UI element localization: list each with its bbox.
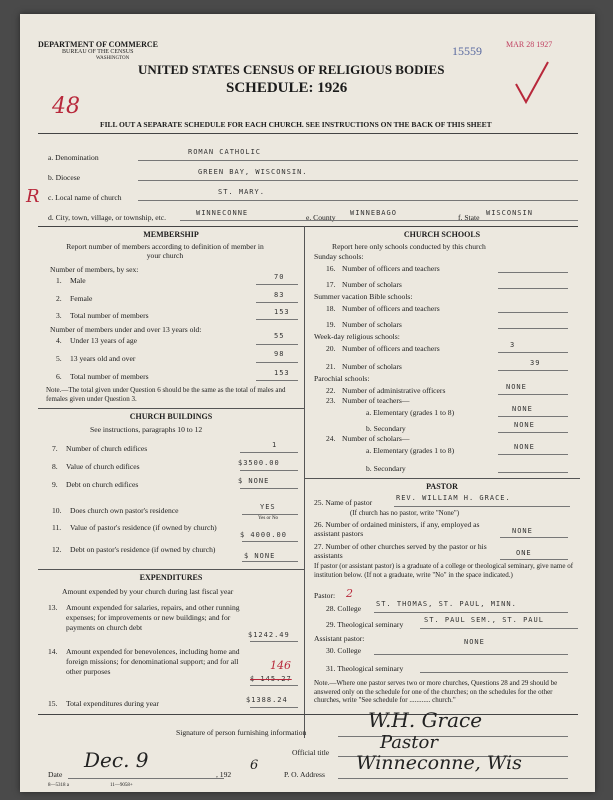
official-title-label: Official title: [292, 748, 330, 757]
q8-value: $3500.00: [238, 459, 280, 467]
pastor-sub-label: Pastor:: [314, 591, 336, 600]
q1-number: 1.: [56, 276, 62, 285]
pastor-mark: 2: [346, 587, 353, 600]
college-value: ST. THOMAS, ST. PAUL, MINN.: [376, 600, 517, 608]
city-label: WASHINGTON: [96, 56, 130, 61]
q24b-label: b. Secondary: [366, 464, 406, 473]
q6-label: Total number of members: [70, 372, 149, 381]
schools-intro: Report here only schools conducted by this church: [332, 242, 486, 251]
q3-label: Total number of members: [70, 311, 149, 320]
q1-label: Male: [70, 276, 86, 285]
form-title: UNITED STATES CENSUS OF RELIGIOUS BODIES: [138, 62, 445, 77]
q24-number: 24.: [326, 434, 336, 443]
q24a-value: NONE: [514, 443, 535, 451]
q23a-value: NONE: [512, 405, 533, 413]
q23-number: 23.: [326, 396, 336, 405]
census-schedule-page: [20, 14, 595, 792]
q23-label: Number of teachers—: [342, 396, 410, 405]
buildings-sub: See instructions, paragraphs 10 to 12: [90, 425, 203, 434]
form-code-2: 11—9058+: [110, 783, 133, 788]
buildings-heading: CHURCH BUILDINGS: [129, 412, 213, 421]
received-date-stamp: MAR 28 1927: [506, 40, 553, 49]
bureau-label: BUREAU OF THE CENSUS: [62, 49, 134, 55]
expenditures-heading: EXPENDITURES: [139, 573, 203, 582]
q14-number: 14.: [48, 647, 58, 656]
q3-number: 3.: [56, 311, 62, 320]
q15-value: $1388.24: [246, 696, 288, 704]
q24a-label: a. Elementary (grades 1 to 8): [366, 446, 455, 455]
members-by-sex-label: Number of members, by sex:: [50, 265, 139, 274]
margin-mark: R: [26, 186, 40, 207]
q19-number: 19.: [326, 320, 336, 329]
department-label: DEPARTMENT OF COMMERCE: [38, 40, 159, 49]
county-label: e. County: [306, 213, 336, 222]
q25-label: 25. Name of pastor: [314, 498, 373, 507]
diocese-value: GREEN BAY, WISCONSIN.: [198, 168, 308, 176]
schools-heading: CHURCH SCHOOLS: [403, 230, 481, 239]
members-by-age-label: Number of members under and over 13 years old:: [50, 325, 202, 334]
q10-label: Does church own pastor's residence: [70, 506, 179, 515]
official-title-value: Pastor: [380, 732, 438, 753]
q6-number: 6.: [56, 372, 62, 381]
q27-label: 27. Number of other churches served by the pastor or his assistants: [314, 542, 487, 560]
q23b-value: NONE: [514, 421, 535, 429]
year-value: 6: [250, 758, 259, 773]
q30-label: 30. College: [326, 646, 362, 655]
signature: W.H. Grace: [368, 708, 483, 732]
q17-label: Number of scholars: [342, 280, 402, 289]
q11-number: 11.: [52, 523, 62, 532]
expenditures-sub: Amount expended by your church during last fiscal year: [62, 587, 234, 596]
instruction-line: FILL OUT A SEPARATE SCHEDULE FOR EACH CHURCH. SEE INSTRUCTIONS ON THE BACK OF THIS SHEET: [100, 120, 492, 129]
q8-label: Value of church edifices: [66, 462, 140, 471]
q22-value: NONE: [506, 383, 527, 391]
state-value: WISCONSIN: [486, 209, 533, 217]
q4-label: Under 13 years of age: [70, 336, 138, 345]
weekday-schools-label: Week-day religious schools:: [314, 332, 400, 341]
pastor-heading: PASTOR: [426, 482, 458, 491]
red-check-mark: [512, 58, 552, 108]
denomination-label: a. Denomination: [48, 153, 99, 162]
po-address-value: Winneconne, Wis: [356, 752, 522, 774]
assistant-college-value: NONE: [464, 638, 485, 646]
sunday-schools-label: Sunday schools:: [314, 252, 364, 261]
q13-value: $1242.49: [248, 631, 290, 639]
po-address-label: P. O. Address: [284, 770, 325, 779]
q18-number: 18.: [326, 304, 336, 313]
q18-label: Number of officers and teachers: [342, 304, 440, 313]
q7-value: 1: [272, 441, 278, 449]
denomination-value: ROMAN CATHOLIC: [188, 148, 262, 156]
date-label: Date: [48, 770, 63, 779]
county-value: WINNEBAGO: [350, 209, 397, 217]
signature-label: Signature of person furnishing information: [176, 728, 307, 737]
q17-number: 17.: [326, 280, 336, 289]
assistant-pastor-label: Assistant pastor:: [314, 634, 365, 643]
q14-correction: 146: [270, 659, 291, 672]
yes-no-hint: Yes or No: [258, 516, 279, 521]
q21-label: Number of scholars: [342, 362, 402, 371]
city-value: WINNECONNE: [196, 209, 249, 217]
pastor-note: Note.—Where one pastor serves two or more churches, Questions 28 and 29 should be answered only on the schedule for one of the churches; on the schedules for the other churches, write "See schedule for ............ church.": [314, 679, 558, 704]
q9-value: $ NONE: [238, 477, 270, 485]
q21-value: 39: [530, 359, 541, 367]
summer-schools-label: Summer vacation Bible schools:: [314, 292, 413, 301]
date-value: Dec. 9: [84, 748, 149, 772]
q23a-label: a. Elementary (grades 1 to 8): [366, 408, 455, 417]
pastor-name: REV. WILLIAM H. GRACE.: [396, 494, 511, 502]
q4-number: 4.: [56, 336, 62, 345]
q1-value: 70: [274, 273, 285, 281]
stamp-number: 15559: [452, 44, 482, 58]
q2-label: Female: [70, 294, 93, 303]
q5-number: 5.: [56, 354, 62, 363]
q19-label: Number of scholars: [342, 320, 402, 329]
q11-value: $ 4000.00: [240, 531, 287, 539]
q22-label: Number of administrative officers: [342, 386, 446, 395]
q25-note: (If church has no pastor, write "None"): [350, 509, 460, 517]
q20-number: 20.: [326, 344, 336, 353]
q28-label: 28. College: [326, 604, 362, 613]
q10-value: YES: [260, 503, 276, 511]
q16-number: 16.: [326, 264, 336, 273]
q21-number: 21.: [326, 362, 336, 371]
membership-heading: MEMBERSHIP: [143, 230, 199, 239]
assistant-pastors-value: NONE: [512, 527, 533, 535]
seminary-value: ST. PAUL SEM., ST. PAUL: [424, 616, 544, 624]
local-name-value: ST. MARY.: [218, 188, 265, 196]
q12-number: 12.: [52, 545, 62, 554]
q12-label: Debt on pastor's residence (if owned by church): [70, 545, 216, 554]
parochial-schools-label: Parochial schools:: [314, 374, 370, 383]
q2-value: 83: [274, 291, 285, 299]
q10-number: 10.: [52, 506, 62, 515]
q4-value: 55: [274, 332, 285, 340]
q11-label: Value of pastor's residence (if owned by church): [70, 523, 217, 532]
q6-value: 153: [274, 369, 290, 377]
q5-value: 98: [274, 350, 285, 358]
q5-label: 13 years old and over: [70, 354, 136, 363]
q7-label: Number of church edifices: [66, 444, 148, 453]
q15-label: Total expenditures during year: [66, 699, 159, 708]
diocese-label: b. Diocese: [48, 173, 81, 182]
q15-number: 15.: [48, 699, 58, 708]
handwritten-number: 48: [52, 94, 80, 119]
schedule-title: SCHEDULE: 1926: [226, 80, 348, 96]
q20-value: 3: [510, 341, 516, 349]
state-label: f. State: [458, 213, 480, 222]
q26-label: 26. Number of ordained ministers, if any, employed as assistant pastors: [314, 520, 480, 538]
city-field-label: d. City, town, village, or township, etc.: [48, 213, 167, 222]
form-code-1: 8—5318 a: [48, 783, 69, 788]
q23b-label: b. Secondary: [366, 424, 406, 433]
q13-number: 13.: [48, 603, 58, 612]
membership-intro: Report number of members according to definition of member in your church: [66, 242, 264, 260]
q24-label: Number of scholars—: [342, 434, 410, 443]
q16-label: Number of officers and teachers: [342, 264, 440, 273]
year-prefix: , 192: [216, 770, 232, 779]
q8-number: 8.: [52, 462, 58, 471]
local-name-label: c. Local name of church: [48, 193, 122, 202]
membership-note: Note.—The total given under Question 6 should be the same as the total of males and females given under Question 3.: [46, 386, 286, 403]
q20-label: Number of officers and teachers: [342, 344, 440, 353]
q12-value: $ NONE: [244, 552, 276, 560]
q14-value: $ 145.27: [250, 675, 292, 683]
q9-label: Debt on church edifices: [66, 480, 139, 489]
q31-label: 31. Theological seminary: [326, 664, 404, 673]
q3-value: 153: [274, 308, 290, 316]
graduate-note: If pastor (or assistant pastor) is a graduate of a college or theological seminary, give name of institution below. (If not a graduate, write "No" in the space indicated.): [314, 562, 574, 579]
q2-number: 2.: [56, 294, 62, 303]
q13-label: Amount expended for salaries, repairs, and other running expenses; for improvements or new buildings; and for payments on church debt: [66, 603, 240, 632]
other-churches-value: ONE: [516, 549, 532, 557]
q29-label: 29. Theological seminary: [326, 620, 404, 629]
q9-number: 9.: [52, 480, 58, 489]
q7-number: 7.: [52, 444, 58, 453]
q14-label: Amount expended for benevolences, including home and foreign missions; for denominational support; and for all other purposes: [66, 647, 240, 676]
q22-number: 22.: [326, 386, 336, 395]
